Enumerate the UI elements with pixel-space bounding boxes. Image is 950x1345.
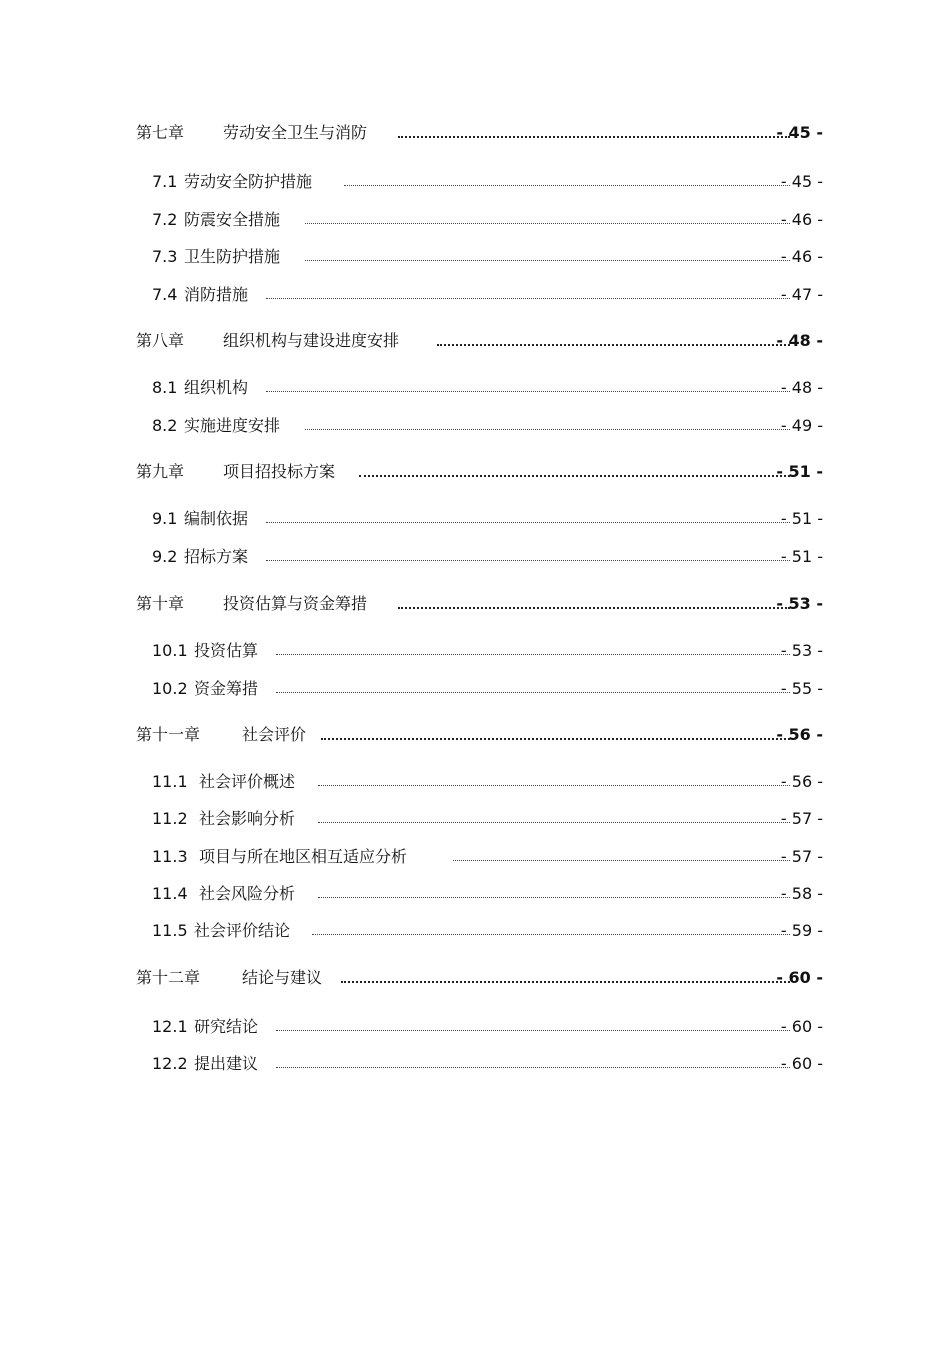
section-number: 7.2 — [152, 210, 178, 229]
toc-chapter[interactable] — [0, 459, 950, 485]
page-number: - 60 - — [776, 968, 823, 987]
dot-leader — [318, 897, 790, 898]
toc-section[interactable] — [0, 1014, 950, 1040]
chapter-number: 第八章 — [136, 331, 185, 350]
section-title: 卫生防护措施 — [184, 247, 281, 266]
page-number: - 51 - — [776, 462, 823, 481]
section-number: 11.3 — [152, 847, 188, 866]
chapter-number: 第九章 — [136, 462, 185, 481]
page-number: - 46 - — [780, 210, 823, 229]
page-number: - 58 - — [780, 884, 823, 903]
page-number: - 48 - — [780, 378, 823, 397]
page-number: - 46 - — [780, 247, 823, 266]
page-number: - 59 - — [780, 921, 823, 940]
chapter-title: 组织机构与建设进度安排 — [223, 331, 400, 350]
section-number: 11.1 — [152, 772, 188, 791]
dot-leader — [276, 654, 790, 655]
section-title: 编制依据 — [184, 509, 249, 528]
toc-section[interactable] — [0, 244, 950, 270]
dot-leader — [318, 822, 790, 823]
section-number: 11.5 — [152, 921, 188, 940]
page-number: - 55 - — [780, 679, 823, 698]
dot-leader — [305, 223, 790, 224]
chapter-number: 第十二章 — [136, 968, 201, 987]
section-number: 7.3 — [152, 247, 178, 266]
dot-leader — [359, 475, 790, 477]
dot-leader — [398, 607, 790, 609]
dot-leader — [312, 934, 790, 935]
dot-leader — [341, 981, 790, 983]
dot-leader — [321, 738, 790, 740]
toc-chapter[interactable] — [0, 328, 950, 354]
chapter-title: 结论与建议 — [242, 968, 323, 987]
dot-leader — [266, 560, 790, 561]
dot-leader — [276, 1030, 790, 1031]
section-title: 组织机构 — [184, 378, 249, 397]
page-number: - 60 - — [780, 1017, 823, 1036]
section-title: 研究结论 — [194, 1017, 259, 1036]
section-title: 社会评价结论 — [194, 921, 291, 940]
toc-chapter[interactable] — [0, 120, 950, 146]
page-number: - 49 - — [780, 416, 823, 435]
dot-leader — [453, 860, 790, 861]
section-number: 9.2 — [152, 547, 178, 566]
page-number: - 45 - — [776, 123, 823, 142]
section-title: 社会评价概述 — [199, 772, 296, 791]
toc-section[interactable] — [0, 506, 950, 532]
toc-section[interactable] — [0, 676, 950, 702]
dot-leader — [398, 136, 790, 138]
section-number: 9.1 — [152, 509, 178, 528]
section-title: 社会影响分析 — [199, 809, 296, 828]
toc-section[interactable] — [0, 769, 950, 795]
page-number: - 57 - — [780, 809, 823, 828]
page-number: - 51 - — [780, 509, 823, 528]
section-number: 12.1 — [152, 1017, 188, 1036]
toc-section[interactable] — [0, 844, 950, 870]
toc-section[interactable] — [0, 375, 950, 401]
toc-chapter[interactable] — [0, 965, 950, 991]
section-title: 项目与所在地区相互适应分析 — [199, 847, 408, 866]
toc-section[interactable] — [0, 207, 950, 233]
section-number: 10.2 — [152, 679, 188, 698]
section-title: 招标方案 — [184, 547, 249, 566]
dot-leader — [276, 1067, 790, 1068]
toc-section[interactable] — [0, 638, 950, 664]
page-number: - 60 - — [780, 1054, 823, 1073]
section-title: 社会风险分析 — [199, 884, 296, 903]
section-number: 7.1 — [152, 172, 178, 191]
page-number: - 56 - — [780, 772, 823, 791]
toc-section[interactable] — [0, 918, 950, 944]
toc-chapter[interactable] — [0, 591, 950, 617]
section-number: 8.1 — [152, 378, 178, 397]
page-number: - 45 - — [780, 172, 823, 191]
section-title: 资金筹措 — [194, 679, 259, 698]
toc-section[interactable] — [0, 806, 950, 832]
toc-section[interactable] — [0, 413, 950, 439]
section-number: 8.2 — [152, 416, 178, 435]
toc-section[interactable] — [0, 169, 950, 195]
section-title: 消防措施 — [184, 285, 249, 304]
section-number: 7.4 — [152, 285, 178, 304]
section-number: 10.1 — [152, 641, 188, 660]
dot-leader — [305, 260, 790, 261]
page-number: - 53 - — [776, 594, 823, 613]
toc-section[interactable] — [0, 544, 950, 570]
dot-leader — [266, 391, 790, 392]
toc-section[interactable] — [0, 881, 950, 907]
dot-leader — [266, 522, 790, 523]
page-number: - 57 - — [780, 847, 823, 866]
toc-chapter[interactable] — [0, 722, 950, 748]
dot-leader — [305, 429, 790, 430]
toc-section[interactable] — [0, 1051, 950, 1077]
page-number: - 53 - — [780, 641, 823, 660]
chapter-title: 项目招投标方案 — [223, 462, 336, 481]
section-title: 实施进度安排 — [184, 416, 281, 435]
section-number: 11.2 — [152, 809, 188, 828]
section-title: 提出建议 — [194, 1054, 259, 1073]
section-title: 防震安全措施 — [184, 210, 281, 229]
page-number: - 56 - — [776, 725, 823, 744]
dot-leader — [266, 298, 790, 299]
chapter-title: 劳动安全卫生与消防 — [223, 123, 368, 142]
toc-section[interactable] — [0, 282, 950, 308]
section-number: 11.4 — [152, 884, 188, 903]
dot-leader — [344, 185, 790, 186]
page-number: - 51 - — [780, 547, 823, 566]
dot-leader — [318, 785, 790, 786]
page-number: - 48 - — [776, 331, 823, 350]
dot-leader — [437, 344, 790, 346]
section-title: 投资估算 — [194, 641, 259, 660]
section-title: 劳动安全防护措施 — [184, 172, 313, 191]
chapter-number: 第十章 — [136, 594, 185, 613]
chapter-number: 第十一章 — [136, 725, 201, 744]
chapter-number: 第七章 — [136, 123, 185, 142]
page-number: - 47 - — [780, 285, 823, 304]
chapter-title: 社会评价 — [242, 725, 307, 744]
dot-leader — [276, 692, 790, 693]
section-number: 12.2 — [152, 1054, 188, 1073]
chapter-title: 投资估算与资金筹措 — [223, 594, 368, 613]
